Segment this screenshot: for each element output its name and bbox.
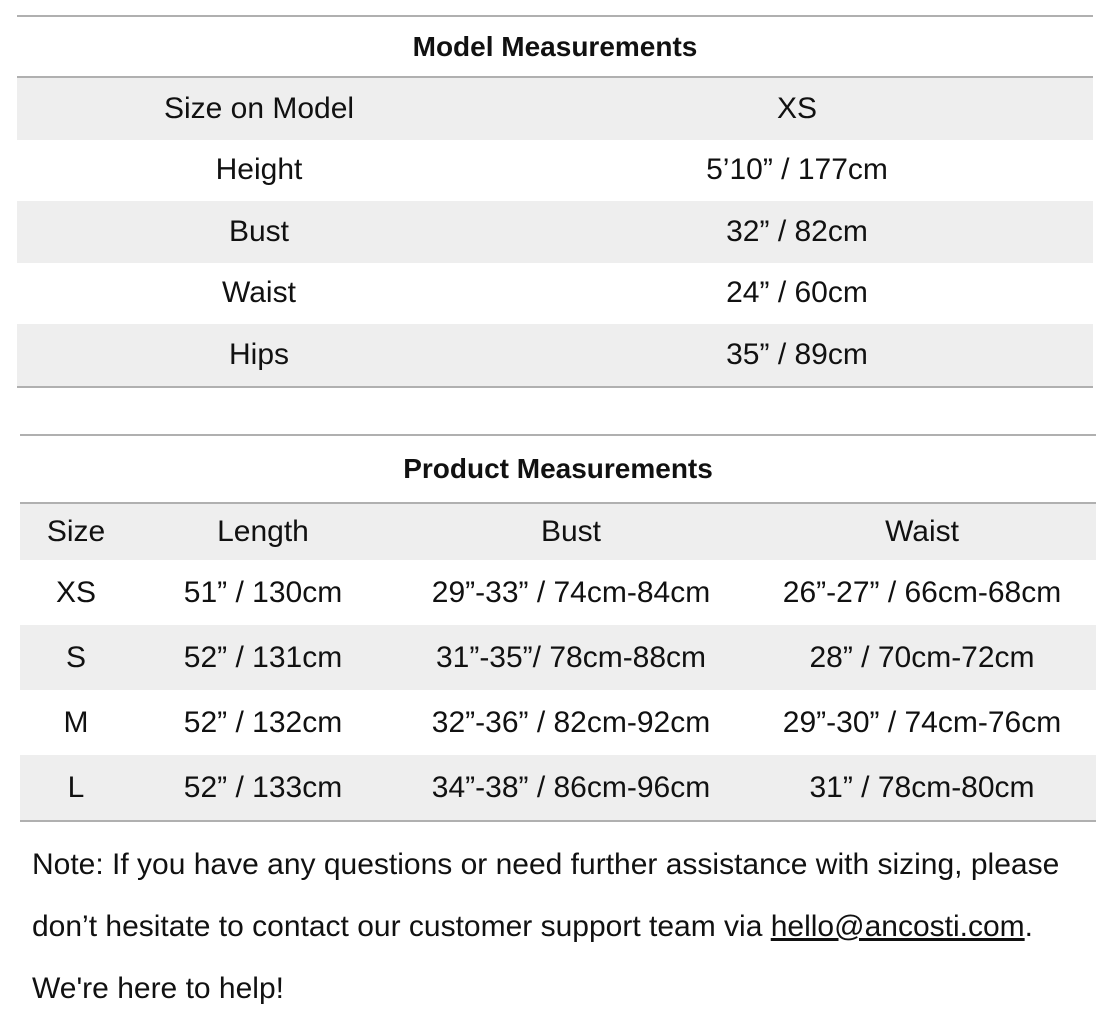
cell-size: M xyxy=(63,705,89,739)
cell-size: L xyxy=(20,755,132,821)
note-line: Note: If you have any questions or need further assistance with sizing, please xyxy=(32,848,1060,881)
cell-bust: 34”-38” / 86cm-96cm xyxy=(394,755,748,821)
cell-bust: 31”-35”/ 78cm-88cm xyxy=(394,625,748,690)
support-email-link[interactable]: hello@ancosti.com xyxy=(770,910,1025,943)
cell-bust: 32”-36” / 82cm-92cm xyxy=(431,705,711,739)
row-value: 35” / 89cm xyxy=(501,324,1093,387)
cell-length: 52” / 131cm xyxy=(132,625,394,690)
row-label: Hips xyxy=(17,324,501,387)
note-line xyxy=(32,896,1107,958)
row-label: Waist xyxy=(222,276,296,310)
table-row xyxy=(20,625,1096,690)
table-row xyxy=(17,140,1093,202)
table-row xyxy=(20,560,1096,625)
cell-bust: 29”-33” / 74cm-84cm xyxy=(431,575,711,609)
column-header-bust: Bust xyxy=(394,503,748,560)
cell-waist: 28” / 70cm-72cm xyxy=(748,625,1096,690)
cell-length: 52” / 133cm xyxy=(132,755,394,821)
product-measurements-table xyxy=(20,434,1096,822)
table-header-row xyxy=(20,503,1096,560)
column-header-size: Size xyxy=(20,503,132,560)
cell-length: 52” / 132cm xyxy=(183,705,343,739)
table-row xyxy=(20,690,1096,755)
note-text: . xyxy=(1024,910,1033,943)
row-value: 24” / 60cm xyxy=(726,276,868,310)
row-value: 5’10” / 177cm xyxy=(706,153,888,187)
product-measurements-title: Product Measurements xyxy=(20,435,1096,503)
table-row xyxy=(17,77,1093,140)
column-header-waist: Waist xyxy=(748,503,1096,560)
note-line: We're here to help! xyxy=(32,972,284,1005)
row-value: 32” / 82cm xyxy=(501,201,1093,263)
cell-waist: 29”-30” / 74cm-76cm xyxy=(782,705,1062,739)
cell-size: XS xyxy=(55,575,97,609)
table-row xyxy=(17,324,1093,387)
cell-waist: 26”-27” / 66cm-68cm xyxy=(782,575,1062,609)
table-row xyxy=(20,755,1096,821)
cell-waist: 31” / 78cm-80cm xyxy=(748,755,1096,821)
row-label: Bust xyxy=(17,201,501,263)
cell-length: 51” / 130cm xyxy=(183,575,343,609)
cell-size: S xyxy=(20,625,132,690)
row-label: Size on Model xyxy=(17,77,501,140)
table-row xyxy=(17,201,1093,263)
note-text: don’t hesitate to contact our customer support team via xyxy=(32,910,771,943)
row-value: XS xyxy=(501,77,1093,140)
column-header-length: Length xyxy=(132,503,394,560)
model-measurements-title: Model Measurements xyxy=(17,16,1093,77)
table-row xyxy=(17,263,1093,325)
model-measurements-table xyxy=(17,15,1093,388)
row-label: Height xyxy=(215,153,303,187)
sizing-note xyxy=(32,834,1107,1020)
